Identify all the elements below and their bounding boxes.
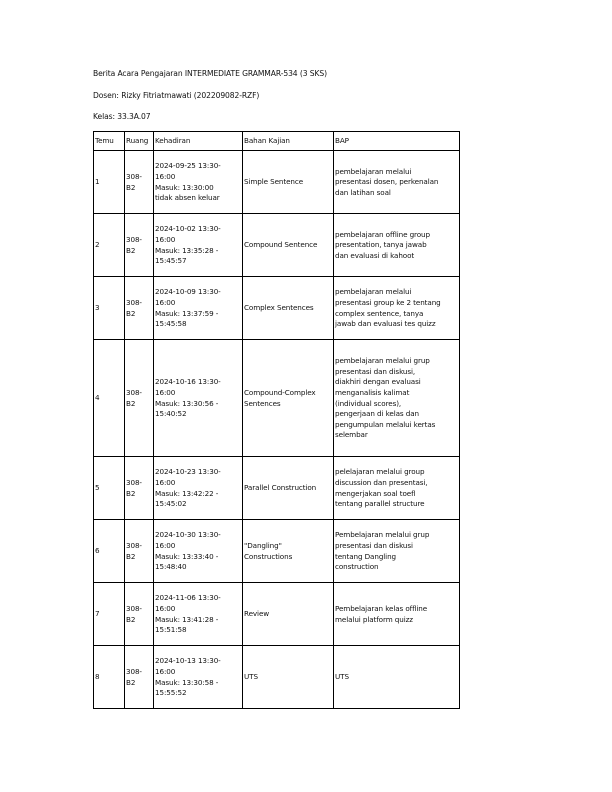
cell-temu: 1: [94, 151, 125, 214]
cell-bahan-kajian-line: Complex Sentences: [244, 303, 314, 313]
cell-bahan-kajian-line: Simple Sentence: [244, 177, 304, 187]
cell-bap: [334, 520, 460, 583]
cell-bap-line: melalui platform quizz: [335, 614, 413, 624]
cell-bap-line: tentang Dangling: [335, 551, 396, 561]
cell-bap-line: (individual scores),: [335, 398, 402, 408]
cell-kehadiran-line: 15:45:57: [155, 256, 187, 266]
cell-bahan-kajian-line: Compound-Complex: [244, 387, 316, 397]
cell-bap-line: discussion dan presentasi,: [335, 477, 428, 487]
cell-bap-line: tentang parallel structure: [335, 499, 425, 509]
cell-bap-line: jawab dan evaluasi tes quizz: [335, 319, 436, 329]
cell-bap: [334, 277, 460, 340]
cell-ruang: [125, 520, 154, 583]
cell-bahan-kajian-line: Sentences: [244, 398, 281, 408]
cell-temu: 8: [94, 646, 125, 709]
table-row: [94, 151, 460, 214]
cell-ruang: [125, 646, 154, 709]
lecturer-line: Dosen: Rizky Fitriatmawati (202209082-RZF): [93, 91, 260, 100]
cell-ruang-line: 308-: [126, 171, 142, 181]
cell-bap-line: Pembelajaran kelas offline: [335, 603, 428, 613]
cell-ruang-line: B2: [126, 614, 136, 624]
cell-ruang: [125, 340, 154, 457]
cell-kehadiran-line: Masuk: 13:33:40 -: [155, 551, 219, 561]
cell-bahan-kajian-line: Review: [244, 609, 270, 619]
cell-kehadiran-line: Masuk: 13:37:59 -: [155, 308, 219, 318]
cell-kehadiran-line: 16:00: [155, 234, 176, 244]
cell-ruang: [125, 277, 154, 340]
cell-bap-line: presentation, tanya jawab: [335, 240, 427, 250]
cell-bap: [334, 340, 460, 457]
cell-ruang-line: B2: [126, 308, 136, 318]
cell-bahan-kajian-line: Constructions: [244, 551, 293, 561]
cell-bap: [334, 151, 460, 214]
cell-bahan-kajian-line: "Dangling": [244, 540, 282, 550]
cell-kehadiran-line: 2024-10-13 13:30-: [155, 656, 221, 666]
cell-kehadiran-line: 16:00: [155, 171, 176, 181]
cell-temu: 5: [94, 457, 125, 520]
cell-bap: [334, 214, 460, 277]
cell-bap-line: menganalisis kalimat: [335, 387, 410, 397]
cell-kehadiran: [154, 214, 243, 277]
cell-kehadiran-line: Masuk: 13:30:58 -: [155, 677, 219, 687]
cell-temu: 4: [94, 340, 125, 457]
cell-kehadiran-line: 2024-10-16 13:30-: [155, 377, 221, 387]
cell-kehadiran: [154, 457, 243, 520]
cell-kehadiran-line: 16:00: [155, 603, 176, 613]
cell-bap: [334, 646, 460, 709]
cell-ruang: [125, 214, 154, 277]
cell-bap-line: Pembelajaran melalui grup: [335, 530, 430, 540]
cell-bahan-kajian: [243, 457, 334, 520]
table-row: [94, 583, 460, 646]
cell-ruang: [125, 583, 154, 646]
cell-ruang-line: 308-: [126, 540, 142, 550]
cell-ruang-line: B2: [126, 245, 136, 255]
cell-ruang-line: 308-: [126, 477, 142, 487]
cell-bahan-kajian: [243, 520, 334, 583]
cell-bap-line: presentasi group ke 2 tentang: [335, 297, 441, 307]
cell-bap-line: pembelajaran offline group: [335, 229, 430, 239]
cell-kehadiran-line: Masuk: 13:42:22 -: [155, 488, 219, 498]
cell-kehadiran-line: 2024-11-06 13:30-: [155, 593, 221, 603]
cell-kehadiran-line: Masuk: 13:30:56 -: [155, 398, 219, 408]
cell-kehadiran-line: Masuk: 13:41:28 -: [155, 614, 219, 624]
cell-bap-line: selembar: [335, 430, 368, 440]
cell-temu: 2: [94, 214, 125, 277]
cell-ruang-line: B2: [126, 488, 136, 498]
cell-bahan-kajian: [243, 151, 334, 214]
cell-bap: [334, 583, 460, 646]
cell-bahan-kajian: [243, 277, 334, 340]
cell-kehadiran: [154, 520, 243, 583]
cell-ruang-line: 308-: [126, 297, 142, 307]
cell-ruang-line: B2: [126, 677, 136, 687]
cell-bahan-kajian: [243, 646, 334, 709]
cell-temu: 6: [94, 520, 125, 583]
cell-kehadiran-line: 16:00: [155, 477, 176, 487]
cell-kehadiran-line: 2024-10-02 13:30-: [155, 224, 221, 234]
header-temu: Temu: [94, 132, 125, 151]
cell-bap-line: pengumpulan melalui kertas: [335, 419, 436, 429]
table-row: [94, 457, 460, 520]
table-row: [94, 646, 460, 709]
cell-bap-line: pembelajaran melalui: [335, 287, 412, 297]
cell-ruang-line: 308-: [126, 387, 142, 397]
cell-kehadiran-line: Masuk: 13:30:00: [155, 182, 214, 192]
cell-ruang-line: 308-: [126, 666, 142, 676]
cell-bap-line: dan latihan soal: [335, 187, 391, 197]
header-ruang: Ruang: [125, 132, 154, 151]
cell-bahan-kajian: [243, 583, 334, 646]
cell-bahan-kajian: [243, 340, 334, 457]
cell-kehadiran-line: Masuk: 13:35:28 -: [155, 245, 219, 255]
teaching-record-table: [93, 131, 460, 709]
cell-bahan-kajian-line: Compound Sentence: [244, 240, 318, 250]
cell-ruang: [125, 151, 154, 214]
cell-kehadiran-line: 16:00: [155, 666, 176, 676]
cell-ruang-line: B2: [126, 182, 136, 192]
cell-kehadiran-line: 16:00: [155, 540, 176, 550]
cell-bahan-kajian-line: UTS: [244, 672, 258, 682]
cell-kehadiran-line: 16:00: [155, 297, 176, 307]
cell-bap-line: presentasi dosen, perkenalan: [335, 177, 439, 187]
cell-bahan-kajian-line: Parallel Construction: [244, 483, 317, 493]
cell-bap-line: complex sentence, tanya: [335, 308, 424, 318]
cell-kehadiran-line: 15:45:58: [155, 319, 187, 329]
cell-bap-line: presentasi dan diskusi,: [335, 366, 416, 376]
cell-bap-line: construction: [335, 562, 379, 572]
cell-temu: 3: [94, 277, 125, 340]
cell-bap-line: UTS: [335, 672, 349, 682]
cell-kehadiran: [154, 583, 243, 646]
cell-kehadiran: [154, 151, 243, 214]
cell-ruang-line: 308-: [126, 234, 142, 244]
table-header-row: [94, 132, 460, 151]
cell-kehadiran-line: tidak absen keluar: [155, 193, 220, 203]
table-row: [94, 277, 460, 340]
cell-kehadiran-line: 15:48:40: [155, 562, 187, 572]
cell-bap-line: presentasi dan diskusi: [335, 540, 413, 550]
header-bap: BAP: [334, 132, 460, 151]
cell-kehadiran-line: 2024-10-09 13:30-: [155, 287, 221, 297]
cell-bap-line: pembelajaran melalui grup: [335, 356, 430, 366]
cell-bap-line: diakhiri dengan evaluasi: [335, 377, 421, 387]
table-row: [94, 340, 460, 457]
cell-ruang: [125, 457, 154, 520]
cell-kehadiran-line: 15:40:52: [155, 409, 187, 419]
table-row: [94, 520, 460, 583]
cell-kehadiran: [154, 646, 243, 709]
cell-kehadiran-line: 2024-09-25 13:30-: [155, 161, 221, 171]
cell-bap-line: pengerjaan di kelas dan: [335, 409, 419, 419]
cell-ruang-line: B2: [126, 398, 136, 408]
cell-kehadiran-line: 16:00: [155, 387, 176, 397]
cell-kehadiran: [154, 340, 243, 457]
cell-kehadiran-line: 15:55:52: [155, 688, 187, 698]
cell-bahan-kajian: [243, 214, 334, 277]
class-line: Kelas: 33.3A.07: [93, 112, 151, 121]
cell-bap: [334, 457, 460, 520]
cell-kehadiran-line: 2024-10-30 13:30-: [155, 530, 221, 540]
document-title: Berita Acara Pengajaran INTERMEDIATE GRAMMAR-534 (3 SKS): [93, 69, 327, 78]
header-bahan-kajian: Bahan Kajian: [243, 132, 334, 151]
cell-ruang-line: B2: [126, 551, 136, 561]
header-kehadiran: Kehadiran: [154, 132, 243, 151]
table-row: [94, 214, 460, 277]
cell-bap-line: pelelajaran melalui group: [335, 467, 425, 477]
cell-kehadiran-line: 2024-10-23 13:30-: [155, 467, 221, 477]
cell-kehadiran-line: 15:51:58: [155, 625, 187, 635]
cell-bap-line: mengerjakan soal toefl: [335, 488, 416, 498]
cell-kehadiran: [154, 277, 243, 340]
cell-bap-line: dan evaluasi di kahoot: [335, 250, 415, 260]
cell-bap-line: pembelajaran melalui: [335, 166, 412, 176]
cell-temu: 7: [94, 583, 125, 646]
cell-kehadiran-line: 15:45:02: [155, 499, 187, 509]
cell-ruang-line: 308-: [126, 603, 142, 613]
